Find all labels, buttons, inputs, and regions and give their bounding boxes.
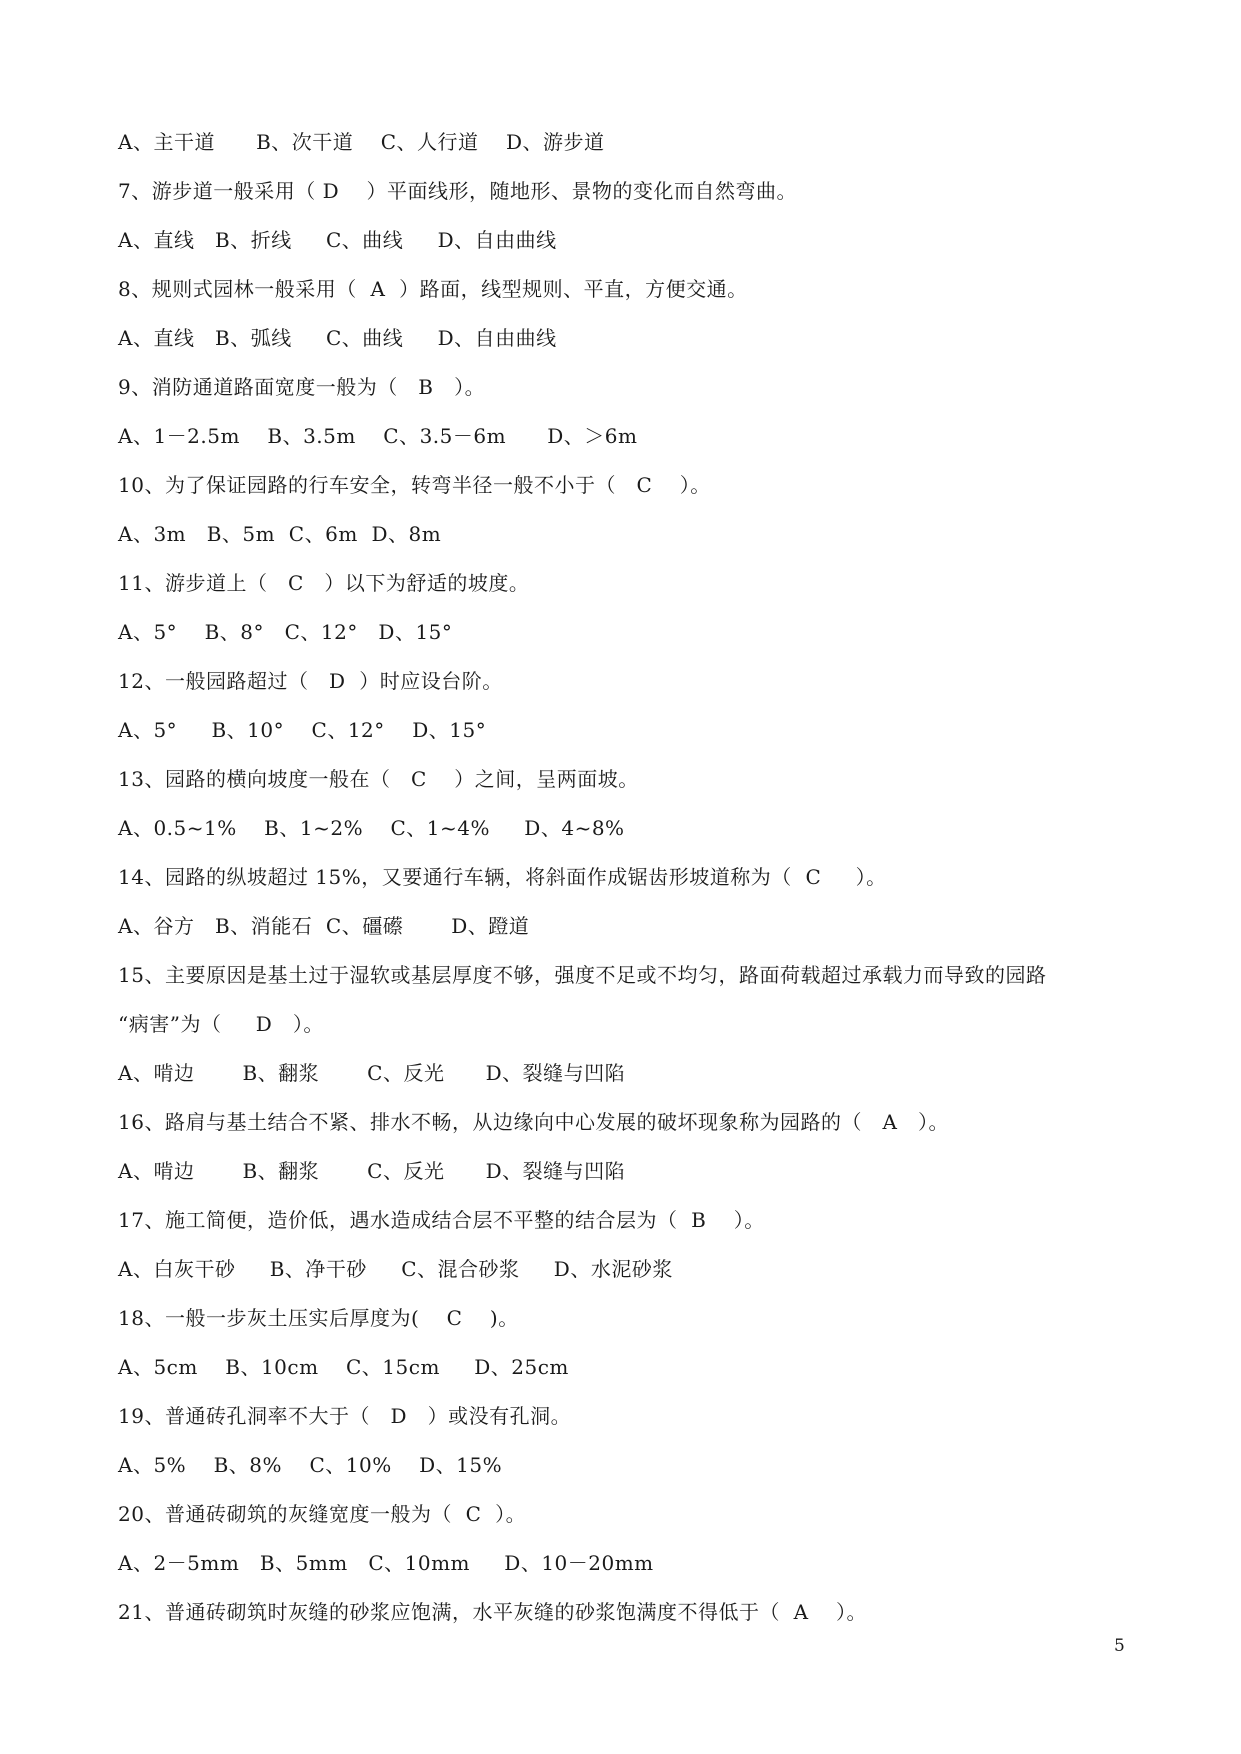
answer-options-line: A、1－2.5m B、3.5m C、3.5－6m D、＞6m [118,424,638,448]
question-12: 12、一般园路超过（ D ）时应设台阶。 [118,669,503,693]
answer-options-line: A、5cm B、10cm C、15cm D、25cm [118,1355,569,1379]
question-7: 7、游步道一般采用（ D ）平面线形，随地形、景物的变化而自然弯曲。 [118,179,798,203]
answer-options-line: A、直线 B、弧线 C、曲线 D、自由曲线 [118,326,557,350]
answer-options-line: A、2－5mm B、5mm C、10mm D、10－20mm [118,1551,654,1575]
answer-options-line: A、5% B、8% C、10% D、15% [118,1453,503,1477]
answer-options-line: A、5° B、10° C、12° D、15° [118,718,487,742]
question-20: 20、普通砖砌筑的灰缝宽度一般为（ C ）。 [118,1502,527,1526]
question-21: 21、普通砖砌筑时灰缝的砂浆应饱满，水平灰缝的砂浆饱满度不得低于（ A ）。 [118,1600,868,1624]
answer-options-line: A、白灰干砂 B、净干砂 C、混合砂浆 D、水泥砂浆 [118,1257,673,1281]
answer-options-line: A、啃边 B、翻浆 C、反光 D、裂缝与凹陷 [118,1159,626,1183]
question-19: 19、普通砖孔洞率不大于（ D ）或没有孔洞。 [118,1404,572,1428]
question-13: 13、园路的横向坡度一般在（ C ）之间，呈两面坡。 [118,767,639,791]
question-10: 10、为了保证园路的行车安全，转弯半径一般不小于（ C ）。 [118,473,711,497]
question-15-continued: “病害”为（ D ）。 [118,1012,324,1036]
answer-options-line: A、3m B、5m C、6m D、8m [118,522,442,546]
question-14: 14、园路的纵坡超过 15%，又要通行车辆，将斜面作成锯齿形坡道称为（ C ）。 [118,865,887,889]
answer-options-line: A、啃边 B、翻浆 C、反光 D、裂缝与凹陷 [118,1061,626,1085]
question-9: 9、消防通道路面宽度一般为（ B ）。 [118,375,486,399]
question-18: 18、一般一步灰土压实后厚度为( C )。 [118,1306,519,1330]
question-16: 16、路肩与基土结合不紧、排水不畅，从边缘向中心发展的破坏现象称为园路的（ A ）。 [118,1110,950,1134]
question-11: 11、游步道上（ C ）以下为舒适的坡度。 [118,571,530,595]
question-15: 15、主要原因是基土过于湿软或基层厚度不够，强度不足或不均匀，路面荷载超过承载力而导致的园路 [118,963,1047,987]
answer-options-line: A、5° B、8° C、12° D、15° [118,620,453,644]
page-number: 5 [1114,1636,1125,1656]
answer-options-line: A、0.5~1% B、1~2% C、1~4% D、4~8% [118,816,625,840]
answer-options-line: A、直线 B、折线 C、曲线 D、自由曲线 [118,228,557,252]
answer-options-line: A、主干道 B、次干道 C、人行道 D、游步道 [118,130,605,154]
question-8: 8、规则式园林一般采用（ A ）路面，线型规则、平直，方便交通。 [118,277,748,301]
answer-options-line: A、谷方 B、消能石 C、礓礤 D、蹬道 [118,914,530,938]
question-17: 17、施工简便，造价低，遇水造成结合层不平整的结合层为（ B ）。 [118,1208,765,1232]
